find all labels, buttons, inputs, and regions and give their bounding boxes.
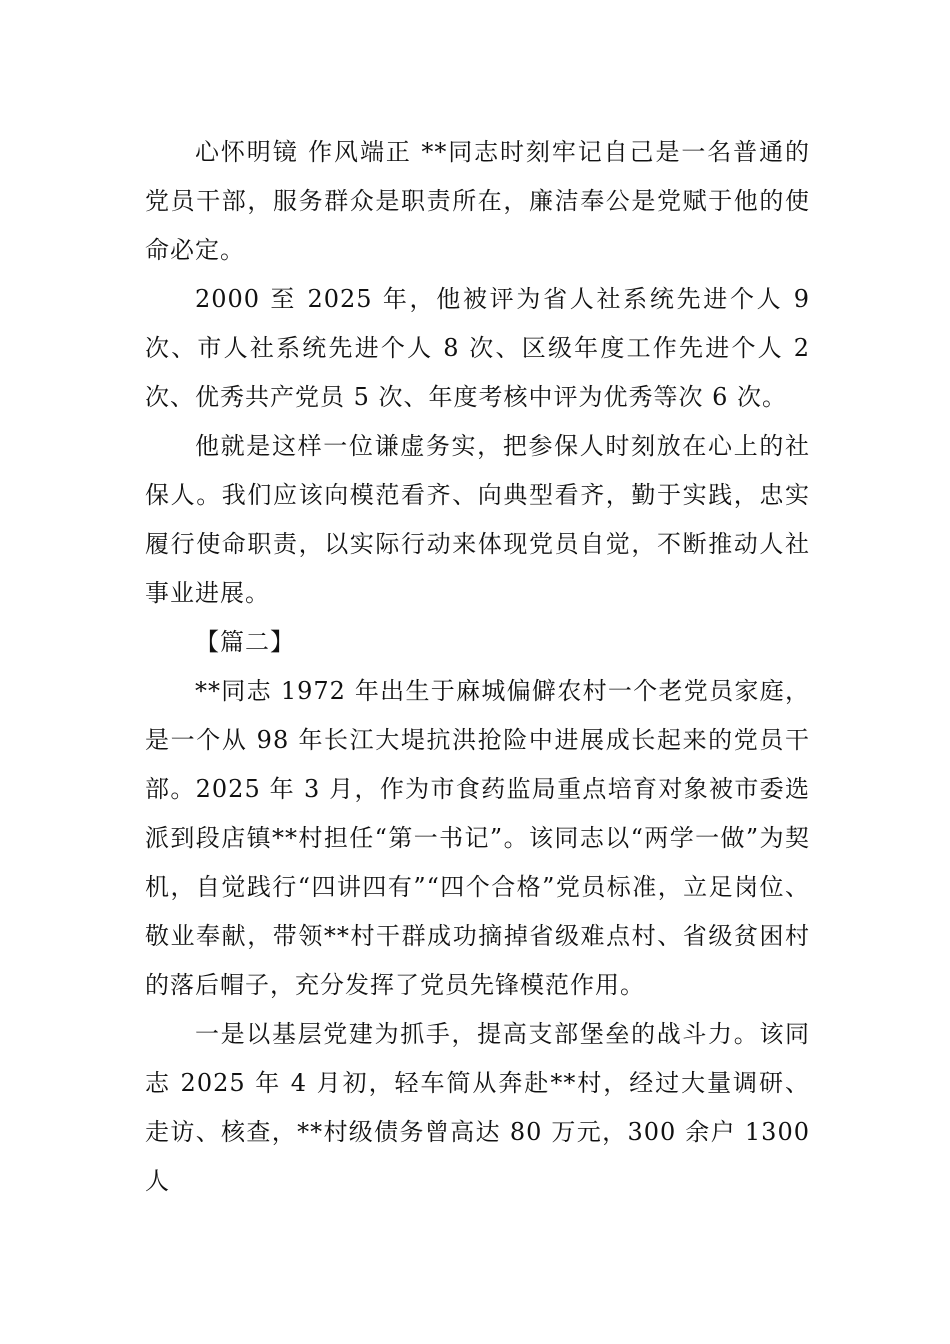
paragraph-profile: **同志 1972 年出生于麻城偏僻农村一个老党员家庭，是一个从 98 年长江大堤抗洪抢险中进展成长起来的党员干部。2025 年 3 月，作为市食药监局重点培育对象被市委选派到段店镇**村担任“第一书记”。该同志以“两学一做”为契机，自觉践行“四讲四有”“四个合格”党员标准，立足岗位、敬业奉献，带领**村干群成功摘掉省级难点村、省级贫困村的落后帽子，充分发挥了党员先锋模范作用。 bbox=[145, 677, 810, 999]
paragraph-summary: 他就是这样一位谦虚务实，把参保人时刻放在心上的社保人。我们应该向模范看齐、向典型看齐，勤于实践，忠实履行使命职责，以实际行动来体现党员自觉，不断推动人社事业进展。 bbox=[145, 432, 810, 607]
section-heading: 【篇二】 bbox=[195, 628, 295, 656]
paragraph-integrity: 心怀明镜 作风端正 **同志时刻牢记自己是一名普通的党员干部，服务群众是职责所在，廉洁奉公是党赋于他的使命必定。 bbox=[145, 138, 810, 264]
document-body bbox=[145, 128, 810, 1206]
paragraph-awards: 2000 至 2025 年，他被评为省人社系统先进个人 9 次、市人社系统先进个人 8 次、区级年度工作先进个人 2 次、优秀共产党员 5 次、年度考核中评为优秀等次 6 次。 bbox=[145, 285, 810, 411]
paragraph-party-building: 一是以基层党建为抓手，提高支部堡垒的战斗力。该同志 2025 年 4 月初，轻车简从奔赴**村，经过大量调研、走访、核查，**村级债务曾高达 80 万元，300 余户 1300 人 bbox=[145, 1020, 810, 1195]
